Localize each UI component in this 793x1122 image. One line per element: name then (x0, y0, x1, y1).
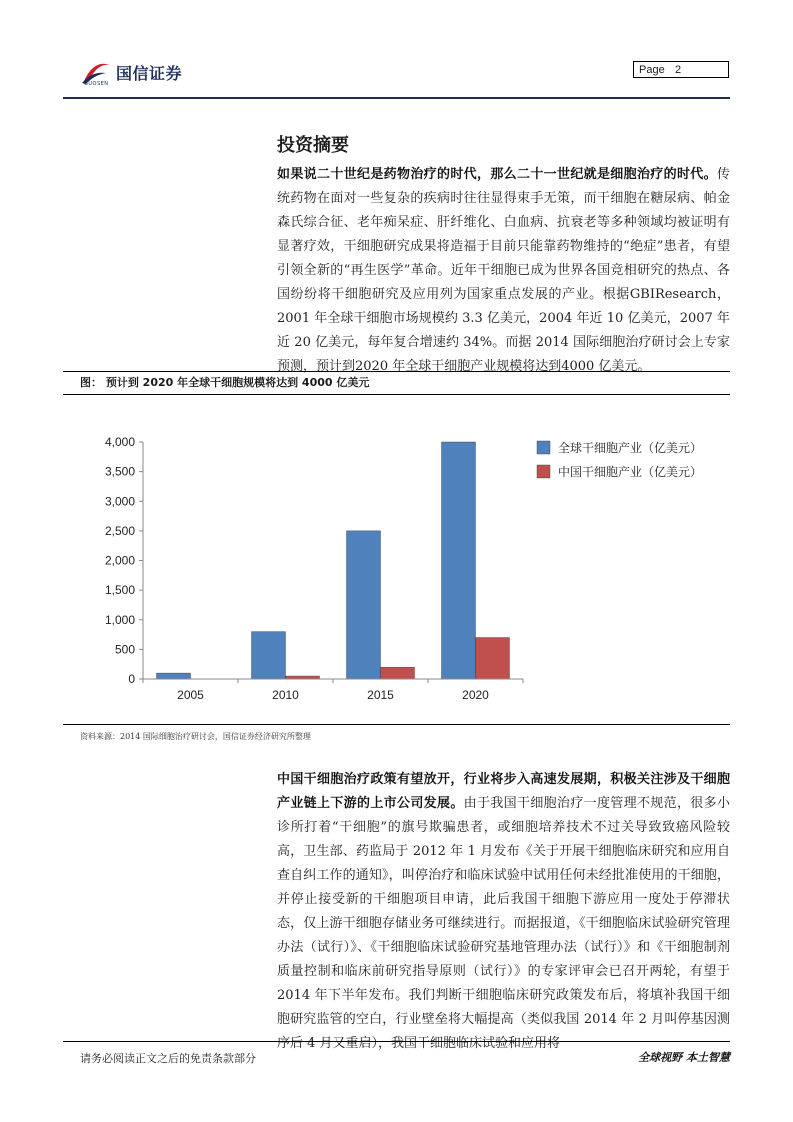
bar-global-2015 (347, 531, 381, 679)
x-tick-label: 2010 (272, 688, 299, 702)
figure-top-rule (63, 371, 730, 372)
summary-paragraph-1 (277, 163, 730, 379)
figure-bottom-rule (63, 724, 730, 725)
section-title: 投资摘要 (277, 135, 349, 156)
logo-subtext: GUOSEN (84, 81, 109, 87)
x-tick-label: 2020 (462, 688, 489, 702)
legend-swatch (537, 465, 550, 478)
bar-global-2020 (442, 442, 476, 679)
paragraph-2-body: 由于我国干细胞治疗一度管理不规范，很多小诊所打着“干细胞”的旗号欺骗患者，或细胞培养技术不过关导致致癌风险较高，卫生部、药监局于 2012 年 1 月发布《关于开展干细胞临床研究和应用自查自纠工作的通知》，叫停治疗和临床试验中试用任何未经批准使用的干细胞，并停止接受新的干细胞项目申请，此后我国干细胞下游应用一度处于停滞状态，仅上游干细胞存储业务可继续进行。而据报道，《干细胞临床试验研究管理办法（试行）》、《干细胞临床试验研究基地管理办法（试行）》和《干细胞制剂质量控制和临床前研究指导原则（试行）》的专家评审会已召开两轮，有望于 2014 年下半年发布。我们判断干细胞临床研究政策发布后，将填补我国干细胞研究监管的空白，行业壁垒将大幅提高（类似我国 2014 年 2 月叫停基因测序后 4 月又重启），我国干细胞临床试验和应用将 (277, 796, 730, 1051)
legend-swatch (537, 441, 550, 454)
y-tick-label: 3,000 (104, 494, 135, 509)
disclaimer-note: 请务必阅读正文之后的免责条款部分 (80, 1052, 256, 1065)
bar-china-2015 (381, 667, 415, 679)
bar-china-2020 (476, 638, 510, 679)
page-number: 2 (675, 64, 682, 76)
y-tick-label: 4,000 (104, 435, 135, 449)
y-tick-label: 500 (114, 642, 135, 657)
x-tick-label: 2015 (367, 688, 394, 702)
paragraph-2-lead: 中国干细胞治疗政策有望放开，行业将步入高速发展期，积极关注涉及干细胞产业链上下游的上市公司发展。 (277, 772, 730, 811)
chart-legend (537, 440, 702, 479)
paragraph-1-lead: 如果说二十世纪是药物治疗的时代，那么二十一世纪就是细胞治疗的时代。 (277, 167, 717, 182)
stem-cell-market-chart (63, 400, 730, 710)
company-logo (80, 55, 210, 87)
y-tick-label: 3,500 (104, 464, 135, 479)
y-tick-label: 2,000 (104, 553, 135, 568)
y-tick-label: 1,000 (104, 612, 135, 627)
x-axis (143, 679, 523, 702)
y-axis (105, 435, 143, 686)
bar-global-2005 (157, 673, 191, 679)
bars-group (157, 442, 510, 679)
footer-divider (63, 1041, 730, 1042)
legend-label: 全球干细胞产业（亿美元） (558, 441, 703, 455)
figure-title: 图： 预计到 2020 年全球干细胞规模将达到 4000 亿美元 (80, 376, 370, 389)
page-label: Page (639, 64, 665, 76)
page-indicator (633, 61, 729, 78)
y-tick-label: 2,500 (104, 523, 135, 538)
y-tick-label: 0 (128, 672, 135, 686)
x-tick-label: 2005 (177, 688, 204, 702)
figure-source: 资料来源：2014 国际细胞治疗研讨会，国信证券经济研究所整理 (80, 732, 311, 741)
bar-global-2010 (252, 632, 286, 679)
logo-text: 国信证券 (116, 64, 183, 83)
paragraph-1-body: 传统药物在面对一些复杂的疾病时往往显得束手无策，而干细胞在糖尿病、帕金森氏综合征、老年痴呆症、肝纤维化、白血病、抗衰老等多种领域均被证明有显著疗效，干细胞研究成果将造福于目前只能靠药物维持的“绝症”患者，有望引领全新的“再生医学”革命。近年干细胞已成为世界各国竞相研究的热点、各国纷纷将干细胞研究及应用列为国家重点发展的产业。根据GBIResearch，2001 年全球干细胞市场规模约 3.3 亿美元，2004 年近 10 亿美元，2007 年近 20 亿美元，每年复合增速约 34%。而据 2014 国际细胞治疗研讨会上专家预测，预计到2020 年全球干细胞产业规模将达到4000 亿美元。 (277, 167, 730, 374)
summary-paragraph-2 (277, 768, 730, 1056)
legend-label: 中国干细胞产业（亿美元） (558, 465, 703, 479)
figure-title-rule (63, 394, 730, 395)
header-divider (63, 97, 730, 99)
footer-slogan: 全球视野 本土智慧 (638, 1051, 730, 1064)
y-tick-label: 1,500 (104, 583, 135, 598)
